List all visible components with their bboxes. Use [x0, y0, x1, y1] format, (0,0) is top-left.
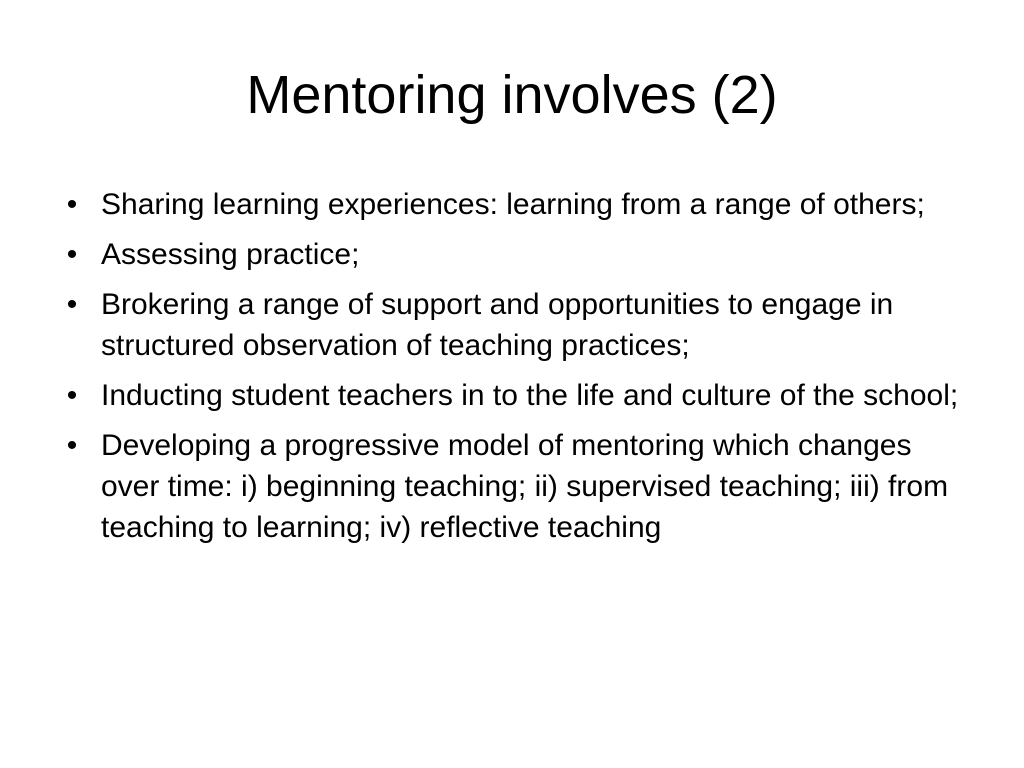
- bullet-dot-icon: •: [66, 188, 78, 221]
- bullet-text: Inducting student teachers in to the life and culture of the school;: [101, 379, 959, 412]
- bullet-text: Developing a progressive model of mentoring which changes over time: i) beginning teaching; ii) supervised teaching; iii) from teaching to learning; iv) reflective teaching: [101, 429, 949, 544]
- bullet-item: [62, 284, 967, 366]
- bullet-item: [62, 184, 967, 225]
- bullet-text: Assessing practice;: [101, 238, 360, 271]
- bullet-item: [62, 425, 967, 548]
- bullet-item: [62, 375, 967, 416]
- bullet-dot-icon: •: [66, 288, 78, 321]
- bullet-dot-icon: •: [66, 429, 78, 462]
- bullet-item: [62, 234, 967, 275]
- bullet-dot-icon: •: [66, 379, 78, 412]
- bullet-list: [62, 184, 967, 557]
- slide-title: Mentoring involves (2): [246, 65, 778, 125]
- bullet-dot-icon: •: [66, 238, 78, 271]
- bullet-text: Sharing learning experiences: learning from a range of others;: [101, 188, 925, 221]
- bullet-text: Brokering a range of support and opportunities to engage in structured observation of teaching practices;: [101, 288, 894, 362]
